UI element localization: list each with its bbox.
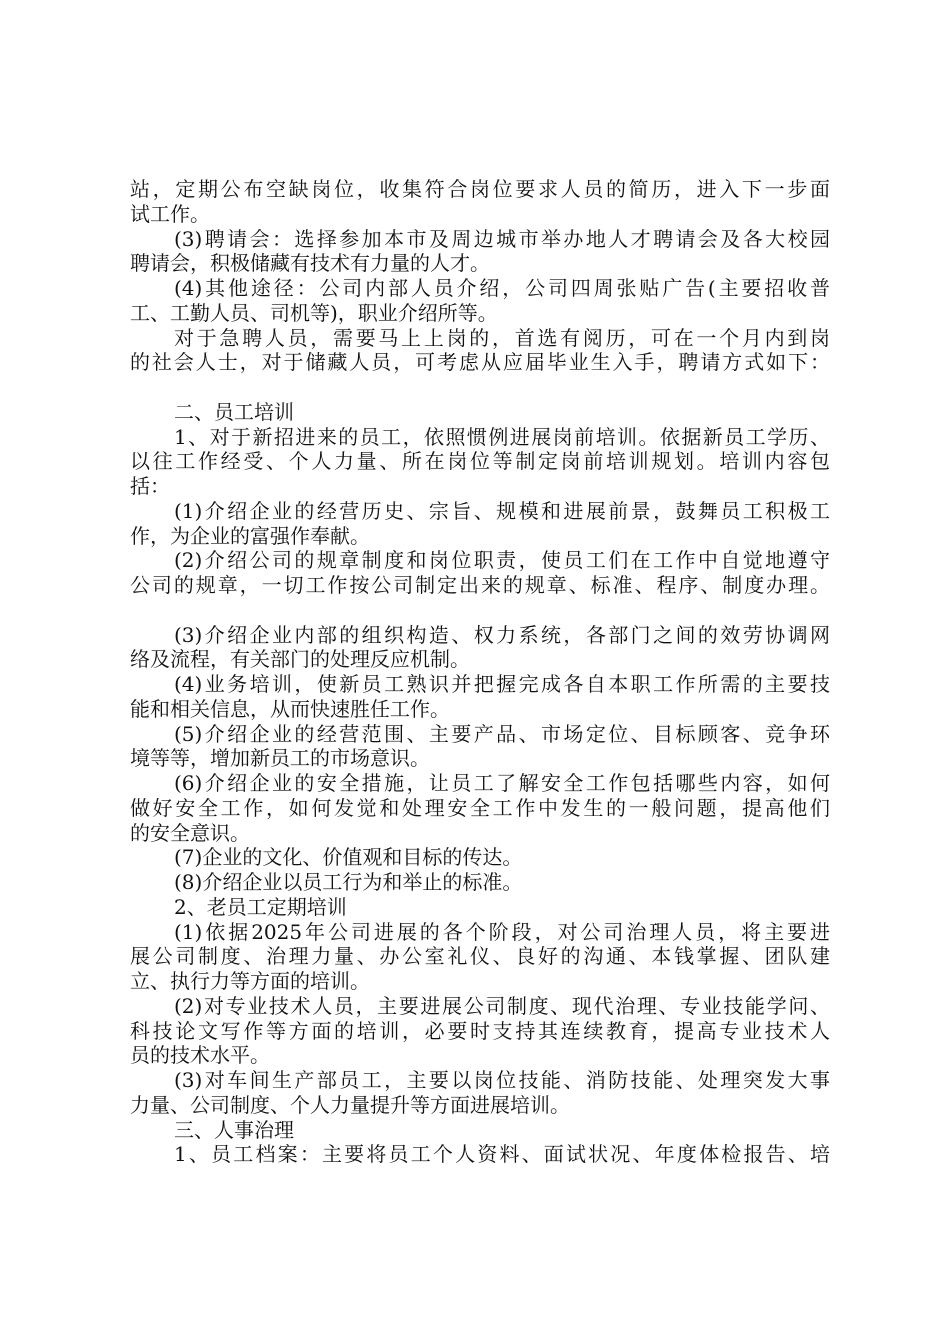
text-line: 1、员工档案：主要将员工个人资料、面试状况、年度体检报告、培 [174, 1142, 830, 1167]
section-heading: 2、老员工定期培训 [174, 894, 347, 919]
text-line: (3)介绍企业内部的组织构造、权力系统，各部门之间的效劳协调网 [174, 622, 830, 647]
text-line: (2)对专业技术人员，主要进展公司制度、现代治理、专业技能学问、 [174, 993, 830, 1018]
text-line: (6)介绍企业的安全措施，让员工了解安全工作包括哪些内容，如何 [174, 771, 830, 795]
text-line: 公司的规章，一切工作按公司制定出来的规章、标准、程序、制度办理。 [130, 573, 830, 597]
text-line: (3)聘请会：选择参加本市及周边城市举办地人才聘请会及各大校园 [174, 226, 830, 251]
text-line: 的社会人士，对于储藏人员，可考虑从应届毕业生入手，聘请方式如下： [130, 350, 830, 375]
text-line: 以往工作经受、个人力量、所在岗位等制定岗前培训规划。培训内容包 [130, 449, 830, 474]
text-line: 试工作。 [130, 201, 210, 226]
text-line: (2)介绍公司的规章制度和岗位职责，使员工们在工作中自觉地遵守 [174, 548, 830, 573]
text-line: (1)介绍企业的经营历史、宗旨、规模和进展前景，鼓舞员工积极工 [174, 498, 830, 523]
text-line: 1、对于新招进来的员工，依照惯例进展岗前培训。依据新员工学历、 [174, 424, 830, 449]
text-line: (4)业务培训，使新员工熟识并把握完成各自本职工作所需的主要技 [174, 672, 830, 696]
section-heading: 二、员工培训 [174, 399, 294, 424]
text-line: (3)对车间生产部员工，主要以岗位技能、消防技能、处理突发大事 [174, 1068, 830, 1092]
text-line: 的安全意识。 [130, 820, 250, 845]
text-line: (5)介绍企业的经营范围、主要产品、市场定位、目标顾客、竞争环 [174, 721, 830, 746]
text-line: 工、工勤人员、司机等)，职业介绍所等。 [130, 300, 498, 325]
text-line: (7)企业的文化、价值观和目标的传达。 [174, 845, 523, 870]
text-line: (4)其他途径：公司内部人员介绍，公司四周张贴广告(主要招收普 [174, 276, 830, 300]
text-line: 科技论文写作等方面的培训，必要时支持其连续教育，提高专业技术人 [130, 1018, 830, 1043]
text-line: 员的技术水平。 [130, 1043, 270, 1068]
text-line: 络及流程，有关部门的处理反应机制。 [130, 647, 470, 672]
blank-line [130, 375, 830, 400]
text-line: 对于急聘人员，需要马上上岗的，首选有阅历，可在一个月内到岗 [174, 325, 830, 350]
blank-line [130, 598, 830, 623]
text-line: (1)依据2025年公司进展的各个阶段，对公司治理人员，将主要进 [174, 919, 830, 944]
text-line: 力量、公司制度、个人力量提升等方面进展培训。 [130, 1092, 570, 1117]
document-page [130, 177, 830, 1167]
text-line: 作，为企业的富强作奉献。 [130, 523, 370, 548]
text-line: 括： [130, 474, 170, 498]
text-line: 站，定期公布空缺岗位，收集符合岗位要求人员的简历，进入下一步面 [130, 177, 830, 201]
text-line: 境等等，增加新员工的市场意识。 [130, 746, 430, 771]
text-line: 聘请会，积极储藏有技术有力量的人才。 [130, 251, 490, 276]
text-line: (8)介绍企业以员工行为和举止的标准。 [174, 870, 523, 894]
text-line: 能和相关信息，从而快速胜任工作。 [130, 696, 450, 721]
text-line: 展公司制度、治理力量、办公室礼仪、良好的沟通、本钱掌握、团队建 [130, 944, 830, 969]
text-line: 立、执行力等方面的培训。 [130, 969, 370, 993]
section-heading: 三、人事治理 [174, 1117, 294, 1142]
text-line: 做好安全工作，如何发觉和处理安全工作中发生的一般问题，提高他们 [130, 795, 830, 820]
